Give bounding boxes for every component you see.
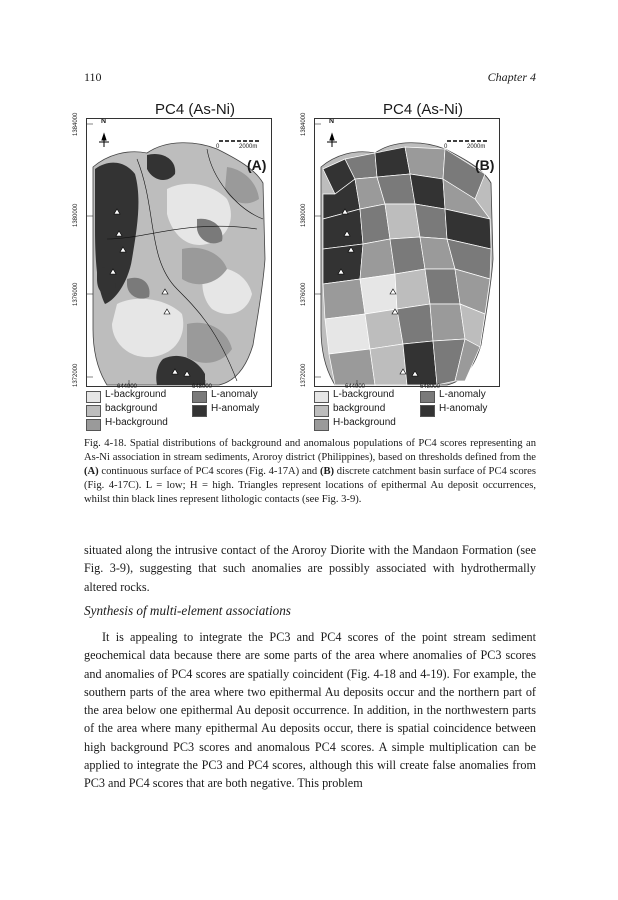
- scale-zero: 0: [444, 144, 448, 150]
- caption-ref-a: (A): [84, 465, 99, 477]
- legend-swatch: [192, 391, 207, 403]
- panel-b-tag: (B): [475, 157, 495, 173]
- running-head: [84, 70, 536, 86]
- north-label: N: [329, 118, 335, 125]
- body-paragraph: situated along the intrusive contact of the Aroroy Diorite with the Mandaon Formation (see Fig. 3-9), suggesting that such anomalies are possibly associated with hydrothermally altered rocks.: [84, 543, 536, 594]
- map-b: [314, 118, 500, 387]
- legend-label: L-background: [105, 389, 167, 400]
- figure-4-18: [73, 101, 536, 431]
- scale-label: 2000m: [239, 144, 258, 150]
- map-panel-b: [301, 101, 534, 431]
- x-tick: 644000: [345, 384, 366, 390]
- legend-swatch: [86, 419, 101, 431]
- map-a-graphic: [87, 119, 271, 386]
- y-tick: 1372000: [301, 363, 307, 387]
- caption-ref-b: (B): [319, 465, 335, 477]
- x-tick: 648000: [192, 384, 213, 390]
- legend-label: H-anomaly: [211, 403, 260, 414]
- map-b-graphic: [315, 119, 499, 386]
- legend-swatch: [314, 391, 329, 403]
- legend-a: [86, 390, 308, 432]
- legend-b: [314, 390, 536, 432]
- panel-a-title: PC4 (As-Ni): [154, 101, 235, 118]
- page-number: 110: [84, 70, 102, 84]
- x-tick: 648000: [420, 384, 441, 390]
- x-tick: 644000: [117, 384, 138, 390]
- scale-label: 2000m: [467, 144, 486, 150]
- figure-caption: [84, 437, 536, 507]
- y-tick: 1380000: [301, 203, 307, 227]
- legend-swatch: [420, 405, 435, 417]
- y-tick: 1376000: [301, 282, 307, 306]
- scale-zero: 0: [216, 144, 220, 150]
- caption-tail: discrete catchment basin surface of PC4 scores (Fig. 4-17C). L = low; H = high. Triangles represent locations of epithermal Au deposit occurrences, whilst thin black lines represent lithologic contacts (see Fig. 3-9).: [84, 465, 536, 505]
- body-paragraph: It is appealing to integrate the PC3 and PC4 scores of the point stream sediment geochemical data because there are some parts of the area where anomalies of PC3 scores and anomalies of PC4 scores are spatially coincident (Fig. 4-18 and 4-19). For example, the southern parts of the area where two epithermal Au deposits occur and the northern part of the area below one epithermal Au deposit occurrence. In addition, in the northwestern parts of the area where many epithermal Au deposits occur, there is spatial coincidence between high background PC3 scores and anomalous PC4 scores. A simple multiplication can be applied to integrate the PC3 and PC4 scores, although this will create false anomalies from PC3 and PC4 scores that are both negative. This problem: [84, 630, 536, 791]
- panel-a-tag: (A): [247, 157, 267, 173]
- panel-b-title: PC4 (As-Ni): [382, 101, 463, 118]
- y-tick: 1380000: [73, 203, 79, 227]
- caption-lead: Fig. 4-18. Spatial distributions of background and anomalous populations of PC4 scores representing an As-Ni association in stream sediments, Aroroy district (Philippines), based on thresholds defined from the: [84, 438, 536, 463]
- legend-label: L-anomaly: [439, 389, 486, 400]
- y-tick: 1384000: [73, 112, 79, 136]
- legend-swatch: [192, 405, 207, 417]
- legend-label: background: [333, 403, 386, 414]
- y-tick: 1376000: [73, 282, 79, 306]
- legend-label: H-background: [333, 417, 396, 428]
- north-label: N: [101, 118, 107, 125]
- legend-swatch: [86, 405, 101, 417]
- chapter-title: Chapter 4: [487, 70, 536, 84]
- map-panel-a: [73, 101, 306, 431]
- y-tick: 1384000: [301, 112, 307, 136]
- section-heading: Synthesis of multi-element associations: [84, 603, 291, 618]
- legend-swatch: [86, 391, 101, 403]
- legend-label: L-anomaly: [211, 389, 258, 400]
- legend-label: H-background: [105, 417, 168, 428]
- legend-swatch: [420, 391, 435, 403]
- legend-label: L-background: [333, 389, 395, 400]
- y-tick: 1372000: [73, 363, 79, 387]
- legend-label: H-anomaly: [439, 403, 488, 414]
- caption-mid: continuous surface of PC4 scores (Fig. 4-17A) and: [98, 465, 320, 477]
- legend-swatch: [314, 419, 329, 431]
- map-a: [86, 118, 272, 387]
- legend-swatch: [314, 405, 329, 417]
- legend-label: background: [105, 403, 158, 414]
